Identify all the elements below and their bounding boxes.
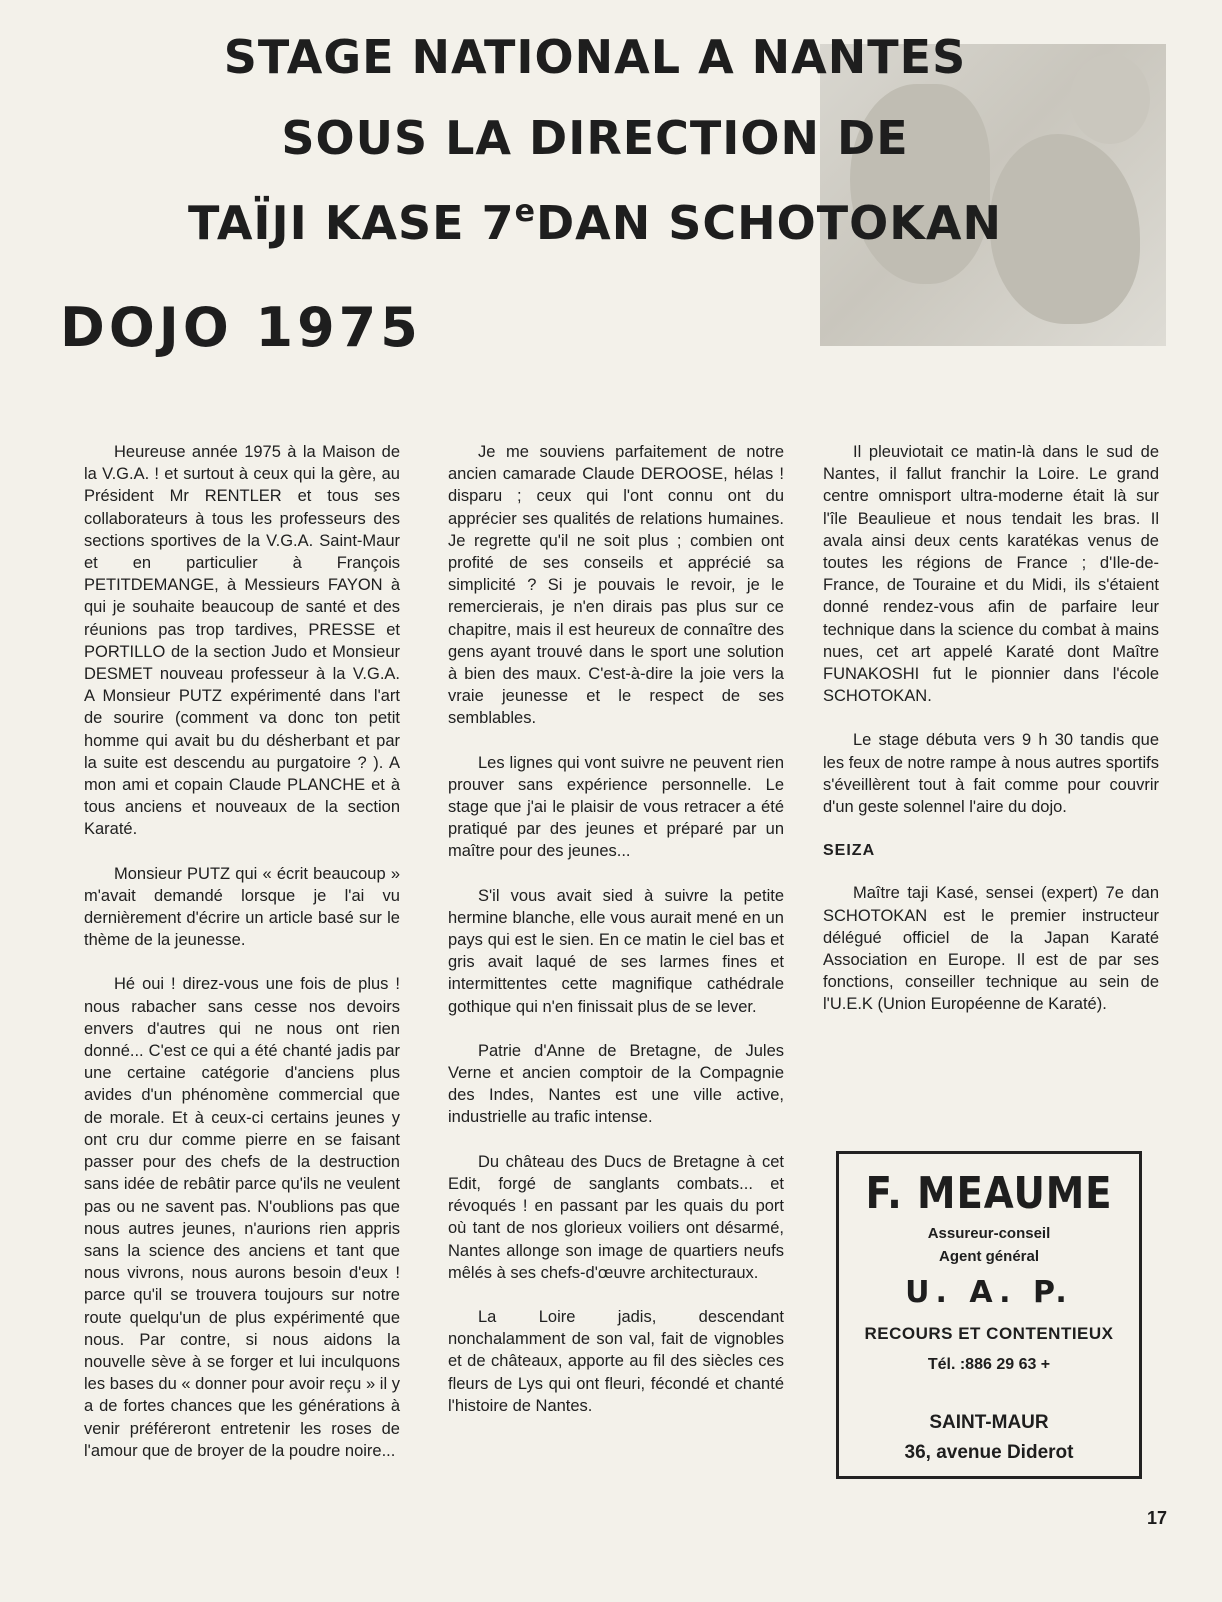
column-3-paragraph: Le stage débuta vers 9 h 30 tandis que les feux de notre rampe à nous autres sportifs s'éveillèrent tout à fait comme pour couvrir d'un geste solennel l'aire du dojo. <box>823 731 1159 817</box>
column-2-paragraph: La Loire jadis, descendant nonchalamment de son val, fait de vignobles et de châteaux, apporte au fil des siècles ces fleurs de Lys qui ont fleuri, fécondé et chanté l'histoire de Nantes. <box>448 1307 784 1415</box>
ad-service: RECOURS ET CONTENTIEUX <box>864 1324 1114 1343</box>
column-2-paragraph: S'il vous avait sied à suivre la petite hermine blanche, elle vous aurait mené en un pays qui est le sien. En ce matin le ciel bas et gris avait laqué de ses larmes fines et intermittentes cette magnifique cathédrale gothique qui n'en finissait plus de se lever. <box>448 886 784 1016</box>
column-3-paragraph: Il pleuviotait ce matin-là dans le sud de Nantes, il fallut franchir la Loire. Le grand centre omnisport ultra-moderne était là sur l'île Beaulieue et nous tendait les bras. Il avala ainsi deux cents karatékas venus de toutes les régions de France ; d'Ile-de-France, de Touraine et du Midi, ils s'étaient donné rendez-vous afin de parfaire leur technique dans la science du combat à mains nues, cet art appelé Karaté dont Maître FUNAKOSHI fut le pionnier dans l'école SCHOTOKAN. <box>823 443 1159 706</box>
ad-city: SAINT-MAUR <box>929 1412 1049 1433</box>
section-title: DOJO 1975 <box>60 296 422 359</box>
ad-role-1: Assureur-conseil <box>927 1225 1051 1242</box>
column-2 <box>448 441 784 1439</box>
headline-line-3: TAÏJI KASE 7eDAN SCHOTOKAN <box>188 194 1002 250</box>
ad-address: 36, avenue Diderot <box>904 1442 1074 1463</box>
page-number: 17 <box>1147 1508 1168 1528</box>
column-3-paragraph: Maître taji Kasé, sensei (expert) 7e dan SCHOTOKAN est le premier instructeur délégué officiel de la Japan Karaté Association en Europe. Il est de par ses fonctions, conseiller technique au sein de l'U.E.K (Union Européenne de Karaté). <box>823 884 1159 1014</box>
column-2-paragraph: Je me souviens parfaitement de notre ancien camarade Claude DEROOSE, hélas ! disparu ; ceux qui l'ont connu ont du apprécier ses qualités de relations humaines. Je regrette qu'il ne soit plus ; combien ont profité de ses conseils et apprécié sa simplicité ? Si je pouvais le revoir, je le remercierais, je n'en dirais pas plus sur ce chapitre, mais il est heureux de connaître des gens ayant trouvé dans le sport une solution à bien des maux. C'est-à-dire la joie vers la vraie jeunesse et le respect de ses semblables. <box>448 443 784 728</box>
column-1 <box>84 441 400 1484</box>
column-2-paragraph: Patrie d'Anne de Bretagne, de Jules Verne et ancien comptoir de la Compagnie des Indes, Nantes est une ville active, industrielle au trafic intense. <box>448 1041 784 1127</box>
ad-name: F. MEAUME <box>865 1168 1113 1219</box>
column-2-paragraph: Du château des Ducs de Bretagne à cet Edit, forgé de sanglants combats... et révoqués ! en passant par les quais du port où tant de nos glorieux voiliers ont désarmé, Nantes allonge son image de quartiers neufs mêlés à ses chefs-d'œuvre architecturaux. <box>448 1152 784 1282</box>
ad-phone: Tél. :886 29 63 + <box>927 1356 1051 1373</box>
column-1-paragraph: Heureuse année 1975 à la Maison de la V.G.A. ! et surtout à ceux qui la gère, au Président Mr RENTLER et tous ses collaborateurs à tous les professeurs des sections sportives de la V.G.A. Saint-Maur et en particulier à François PETITDEMANGE, à Messieurs FAYON à qui je souhaite beaucoup de santé et des réunions pas trop tardives, PRESSE et PORTILLO de la section Judo et Monsieur DESMET nouveau professeur à la V.G.A. A Monsieur PUTZ expérimenté dans l'art de sourire (comment va donc ton petit homme qui avait bu du désherbant et par la suite est descendu au purgatoire ? ). A mon ami et copain Claude PLANCHE et à tous anciens et nouveaux de la section Karaté. <box>84 443 400 839</box>
column-3 <box>823 441 1159 1038</box>
headline-line-2: SOUS LA DIRECTION DE <box>281 111 909 165</box>
ad-company: U. A. P. <box>905 1275 1073 1310</box>
ad-role-2: Agent général <box>938 1248 1040 1265</box>
column-2-paragraph: Les lignes qui vont suivre ne peuvent rien prouver sans expérience personnelle. Le stage que j'ai le plaisir de vous retracer a été pratiqué par des jeunes et préparé par un maître pour des jeunes... <box>448 753 784 861</box>
advertisement-box <box>836 1151 1142 1479</box>
column-1-paragraph: Monsieur PUTZ qui « écrit beaucoup » m'avait demandé lorsque je l'ai vu dernièrement d'écrire un article basé sur le thème de la jeunesse. <box>84 864 400 950</box>
headline-line-1: STAGE NATIONAL A NANTES <box>223 30 967 84</box>
subheading-seiza: SEIZA <box>823 842 876 860</box>
column-1-paragraph: Hé oui ! direz-vous une fois de plus ! nous rabacher sans cesse nos devoirs envers d'autres qui ne nous ont rien donné... C'est ce qui a été chanté jadis par une certaine catégorie d'anciens plus avides d'un phénomène commercial que de morale. Et à ceux-ci certains jeunes y ont cru dur comme pierre en se faisant passer pour des chefs de la destruction sans idée de rebâtir parce qu'ils ne veulent pas ou ne savent pas. N'oublions pas que nous autres jeunes, n'aurions rien appris sans la science des anciens et tant que nous vivrons, nous aurons besoin d'eux ! parce qu'il se trouvera toujours sur notre route quelqu'un de plus expérimenté que nous. Par contre, si nous aidons la nouvelle sève à se forger et lui inculquons les bases du « donner pour avoir reçu » il y a de fortes chances que les générations à venir préféreront entretenir les roses de l'amour que de broyer de la poudre noire... <box>84 975 400 1460</box>
